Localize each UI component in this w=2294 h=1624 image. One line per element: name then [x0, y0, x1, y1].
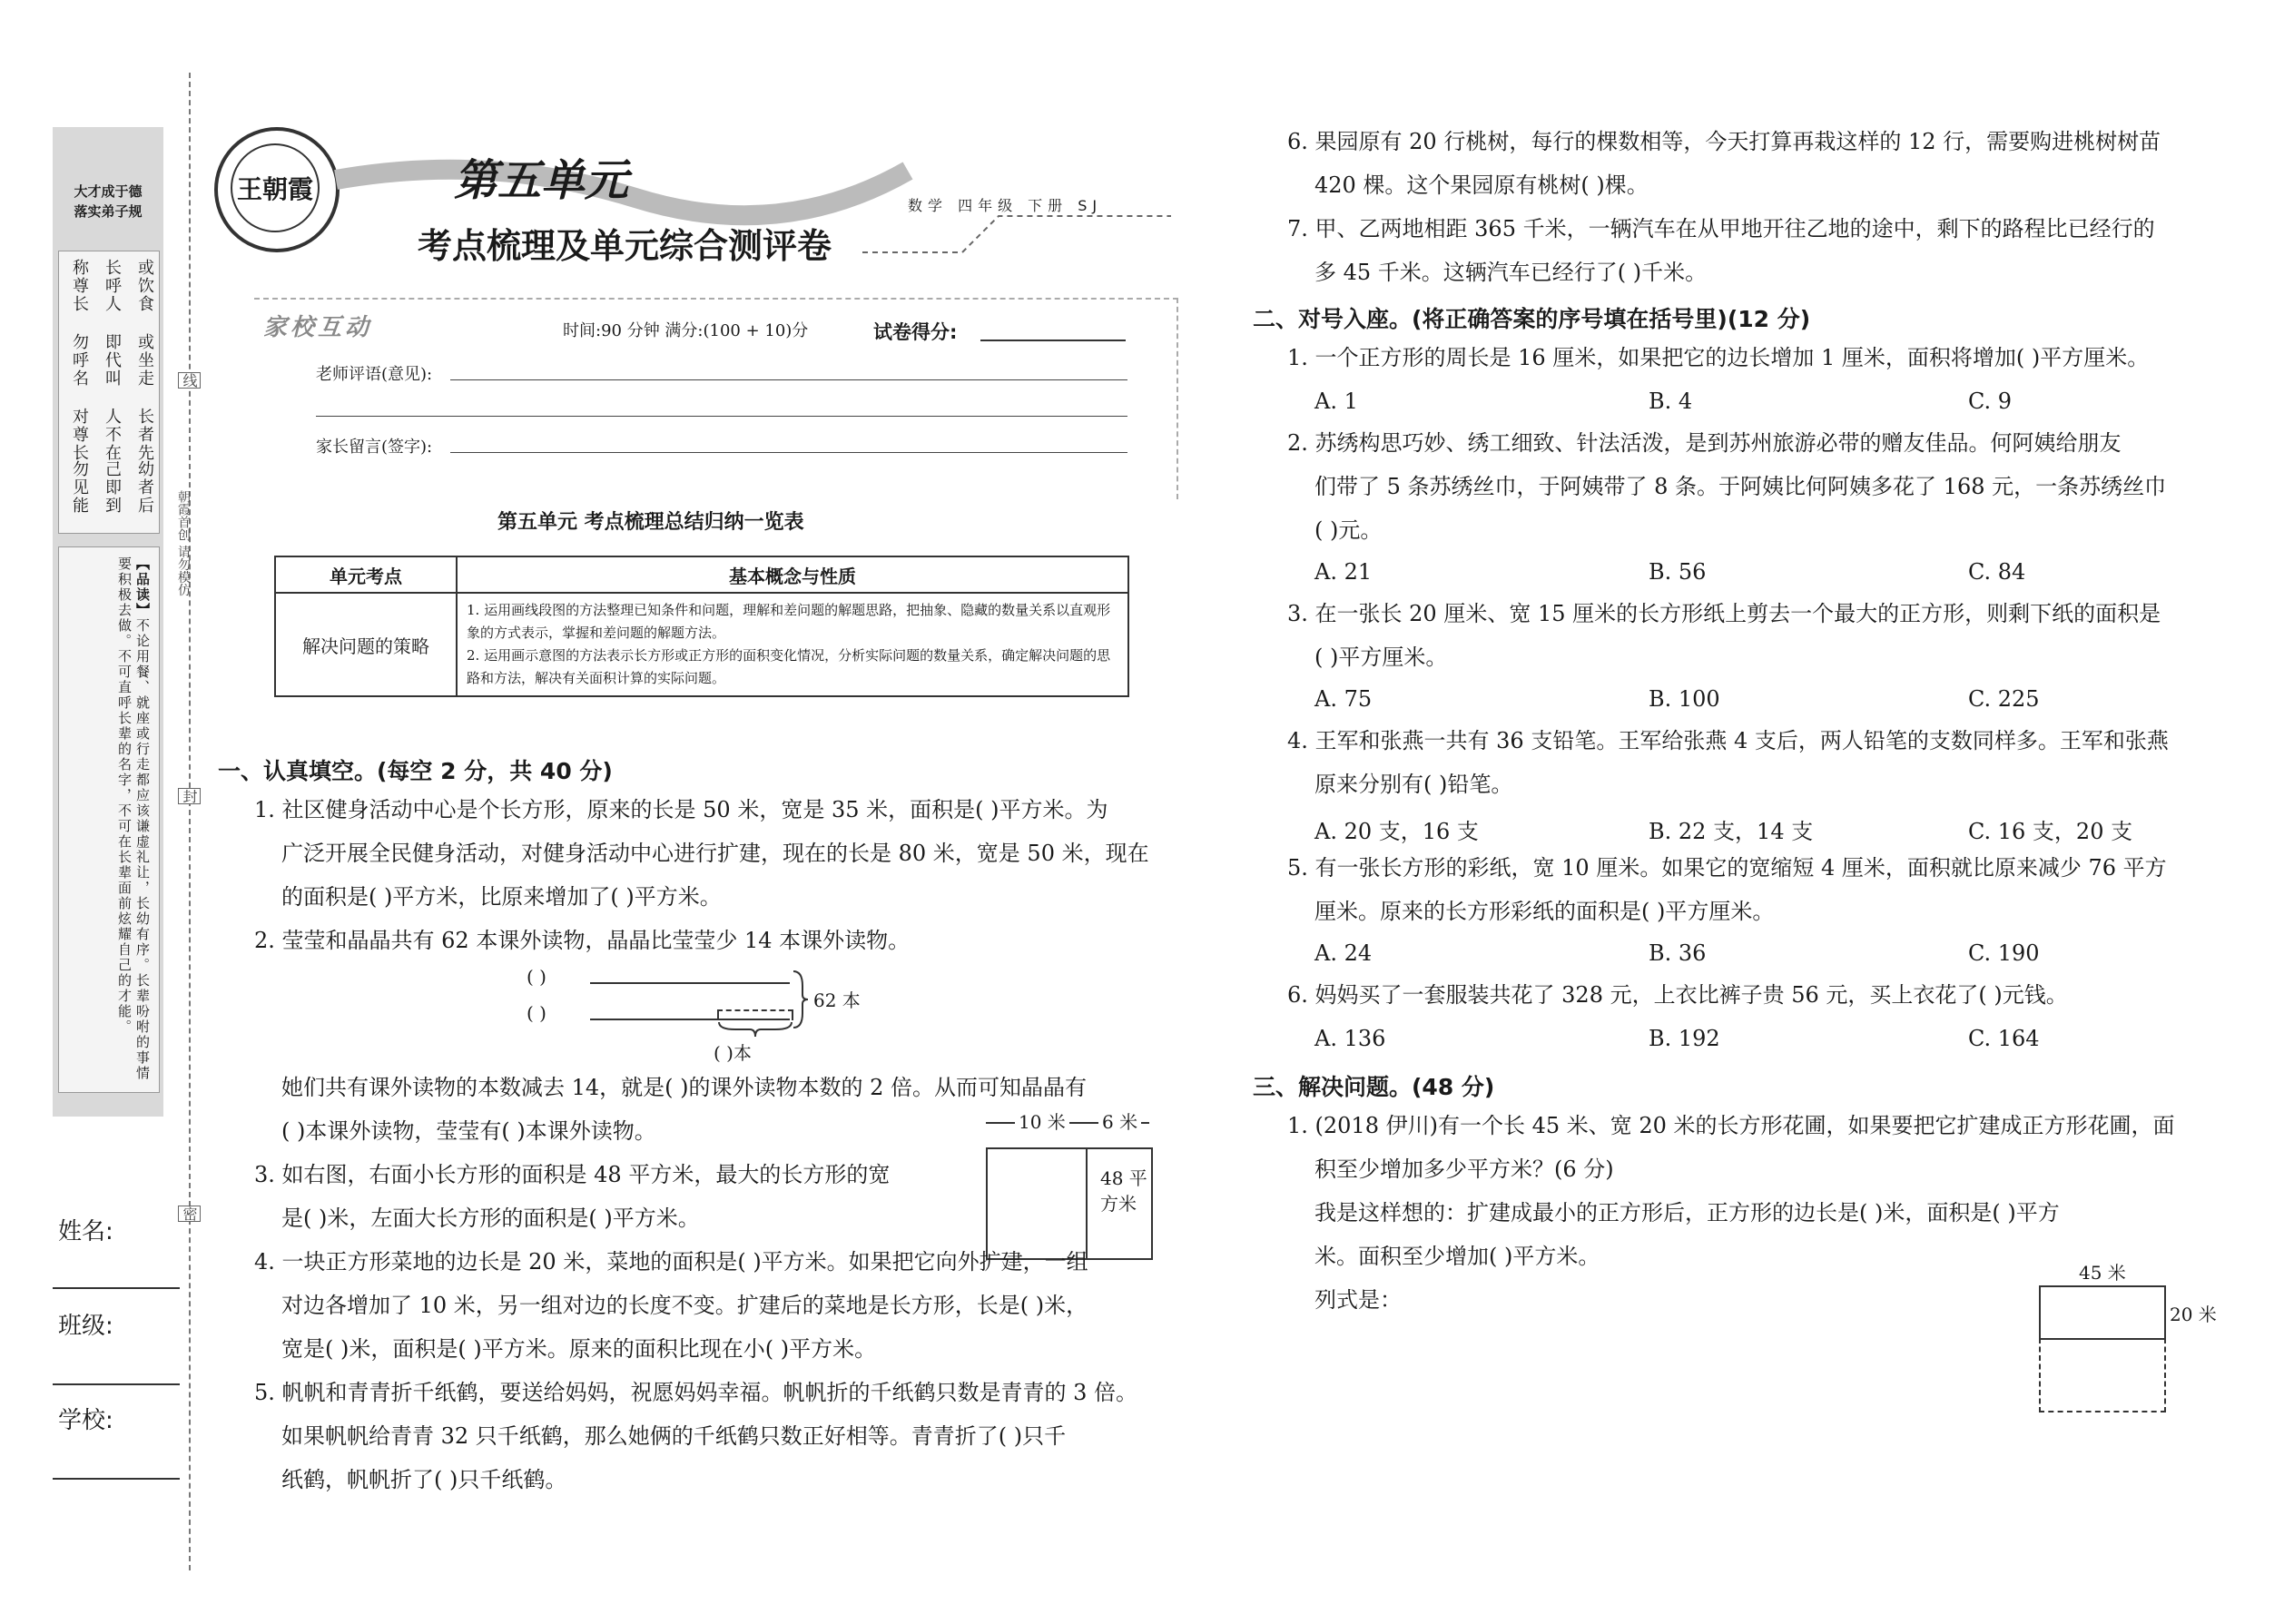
option-a[interactable]: A. 20 支，16 支 — [1314, 819, 1479, 844]
s2-q5: 5. 有一张长方形的彩纸，宽 10 厘米。如果它的宽缩短 4 厘米，面积就比原来减少 76 平方 — [1287, 855, 2167, 881]
score-label: 试卷得分: — [873, 321, 958, 343]
teacher-comment-line-2[interactable] — [316, 416, 1127, 417]
summary-table — [274, 556, 1129, 697]
fold-mark-secret: 密 — [178, 1206, 201, 1222]
school-label: 学校: — [58, 1407, 113, 1434]
summary-header-row — [275, 556, 1128, 593]
motto-col: 或饮食 — [135, 259, 154, 313]
motto-col: 勿见能 — [70, 460, 89, 515]
option-c[interactable]: C. 225 — [1968, 686, 2040, 712]
motto-col: 人不在 — [103, 408, 122, 462]
paper-title: 考点梳理及单元综合测评卷 — [418, 225, 832, 266]
motto-line-1: 大才成于德 — [74, 183, 143, 200]
s1-line: 1. 社区健身活动中心是个长方形，原来的长是 50 米，宽是 35 米，面积是( )平方米。为 — [254, 797, 1108, 822]
teacher-comment-line[interactable] — [450, 379, 1127, 380]
diagram-diff-label: ( )本 — [714, 1042, 752, 1064]
unit-title: 第五单元 — [454, 155, 629, 206]
fold-mark-line: 线 — [178, 372, 201, 389]
s1-line: 广泛开展全民健身活动，对健身活动中心进行扩建，现在的长是 80 米，宽是 50 米，现在 — [281, 841, 1149, 866]
option-c[interactable]: C. 9 — [1968, 389, 2013, 414]
section-3-title: 三、解决问题。(48 分) — [1253, 1074, 1495, 1100]
s1-line: 对边各增加了 10 米，另一组对边的长度不变。扩建后的菜地是长方形，长是( )米， — [281, 1293, 1088, 1318]
option-a[interactable]: A. 136 — [1314, 1026, 1386, 1051]
diagram-total-brace — [792, 969, 810, 1029]
s3-line: 1. (2018 伊川)有一个长 45 米、宽 20 米的长方形花圃，如果要把它扩建成正方形花圃，面 — [1287, 1113, 2175, 1138]
option-b[interactable]: B. 100 — [1649, 686, 1720, 712]
diagram-diff-brace — [717, 1020, 793, 1040]
s3-formula-label: 列式是： — [1314, 1287, 1402, 1313]
motto-line-2: 落实弟子规 — [74, 203, 143, 220]
s2-q2: 们带了 5 条苏绣丝巾，于阿姨带了 8 条。于阿姨比何阿姨多花了 168 元，一条苏绣丝巾 — [1314, 474, 2167, 499]
motto-top — [58, 182, 158, 221]
s1-line: 多 45 千米。这辆汽车已经行了( )千米。 — [1314, 260, 1708, 285]
school-field[interactable] — [53, 1478, 180, 1480]
summary-points — [457, 593, 1128, 696]
diagram-diff-segment — [717, 1009, 793, 1020]
option-a[interactable]: A. 21 — [1314, 559, 1373, 585]
s1-line: 的面积是( )平方米，比原来增加了( )平方米。 — [281, 884, 722, 910]
s2-q6: 6. 妈妈买了一套服装共花了 328 元，上衣比裤子贵 56 元，买上衣花了( )元钱。 — [1287, 982, 2068, 1008]
garden-rectangle — [2039, 1285, 2166, 1340]
fold-note: 朝霞首创 请勿模仿 — [176, 490, 191, 596]
rect-diagram-left-width: 10 米 — [1015, 1107, 1069, 1134]
section-1-title: 一、认真填空。(每空 2 分，共 40 分) — [218, 758, 613, 784]
pindu-box — [58, 546, 160, 1093]
s1-line: 如果帆帆给青青 32 只千纸鹤，那么她俩的千纸鹤只数正好相等。青青折了( )只千 — [281, 1423, 1067, 1449]
s1-line: 4. 一块正方形菜地的边长是 20 米，菜地的面积是( )平方米。如果把它向外扩建，一组 — [254, 1249, 1088, 1275]
class-label: 班级: — [58, 1313, 113, 1340]
teacher-comment-label: 老师评语(意见): — [316, 365, 433, 384]
rect-diagram-right-width: 6 米 — [1098, 1107, 1141, 1134]
s1-line: 3. 如右图，右面小长方形的面积是 48 平方米，最大的长方形的宽 — [254, 1162, 891, 1187]
s2-q2: ( )元。 — [1314, 517, 1383, 543]
summary-title: 第五单元 考点梳理总结归纳一览表 — [497, 511, 804, 534]
diagram-segment-jingjing — [590, 982, 790, 984]
option-c[interactable]: C. 190 — [1968, 940, 2040, 966]
rect-diagram-area-2: 方米 — [1100, 1193, 1137, 1215]
motto-col: 勿呼名 — [70, 333, 89, 388]
motto-col: 幼者后 — [135, 460, 154, 515]
publisher-logo — [214, 127, 340, 252]
fold-mark-seal: 封 — [178, 788, 201, 804]
option-a[interactable]: A. 75 — [1314, 686, 1373, 712]
s1-line: 5. 帆帆和青青折千纸鹤，要送给妈妈，祝愿妈妈幸福。帆帆折的千纸鹤只数是青青的 3 倍。 — [254, 1380, 1138, 1405]
motto-col: 对尊长 — [70, 408, 89, 462]
summary-topic: 解决问题的策略 — [275, 593, 457, 696]
s1-line: 420 棵。这个果园原有桃树( )棵。 — [1314, 172, 1649, 198]
motto-box — [58, 251, 160, 534]
s3-line: 积至少增加多少平方米？(6 分) — [1314, 1156, 1614, 1182]
parent-comment-label: 家长留言(签字): — [316, 438, 433, 457]
motto-col: 或坐走 — [135, 333, 154, 388]
option-c[interactable]: C. 164 — [1968, 1026, 2040, 1051]
option-b[interactable]: B. 22 支，14 支 — [1649, 819, 1814, 844]
s2-q4: 原来分别有( )铅笔。 — [1314, 772, 1513, 797]
s3-line: 我是这样想的：扩建成最小的正方形后，正方形的边长是( )米，面积是( )平方 — [1314, 1200, 2060, 1225]
s3-line: 米。面积至少增加( )平方米。 — [1314, 1244, 1600, 1269]
name-label: 姓名: — [58, 1218, 113, 1245]
class-field[interactable] — [53, 1383, 180, 1385]
pindu-label: 【品读】 — [134, 556, 151, 618]
diagram-paren-jingjing: ( ) — [527, 966, 546, 988]
fold-line — [189, 73, 191, 1570]
s1-line: 是( )米，左面大长方形的面积是( )平方米。 — [281, 1206, 700, 1231]
score-field[interactable] — [980, 340, 1126, 341]
option-c[interactable]: C. 84 — [1968, 559, 2026, 585]
s1-line: 纸鹤，帆帆折了( )只千纸鹤。 — [281, 1467, 567, 1492]
garden-height-label: 20 米 — [2170, 1304, 2217, 1325]
s1-line: 宽是( )米，面积是( )平方米。原来的面积比现在小( )平方米。 — [281, 1336, 877, 1362]
motto-col: 即代叫 — [103, 333, 122, 388]
parent-comment-line[interactable] — [450, 452, 1127, 453]
s1-line: 她们共有课外读物的本数减去 14，就是( )的课外读物本数的 2 倍。从而可知晶晶有 — [281, 1075, 1088, 1100]
option-b[interactable]: B. 192 — [1649, 1026, 1720, 1051]
option-a[interactable]: A. 1 — [1314, 389, 1358, 414]
option-b[interactable]: B. 56 — [1649, 559, 1707, 585]
summary-row — [275, 593, 1128, 696]
s2-q2: 2. 苏绣构思巧妙、绣工细致、针法活泼，是到苏州旅游必带的赠友佳品。何阿姨给朋友 — [1287, 430, 2122, 456]
rect-diagram-area-1: 48 平 — [1100, 1167, 1147, 1189]
s2-q4: 4. 王军和张燕一共有 36 支铅笔。王军给张燕 4 支后，两人铅笔的支数同样多。王军和张燕 — [1287, 728, 2169, 753]
logo-text: 王朝霞 — [231, 143, 320, 232]
diagram-paren-yingying: ( ) — [527, 1002, 546, 1024]
home-school-badge: 家校互动 — [263, 314, 373, 341]
option-b[interactable]: B. 36 — [1649, 940, 1707, 966]
s2-q5: 厘米。原来的长方形彩纸的面积是( )平方厘米。 — [1314, 899, 1775, 924]
diagram-total-label: 62 本 — [813, 989, 861, 1011]
garden-extension — [2039, 1338, 2166, 1412]
pindu-text: 不论用餐、就座或行走都应该谦虚礼让，长幼有序。长辈吩咐的事情要积极去做。不可直呼长辈的名字，不可在长辈面前炫耀自己的才能。 — [116, 556, 151, 1081]
name-field[interactable] — [53, 1287, 180, 1289]
grade-meta: 数学 四年级 下册 SJ — [908, 197, 1103, 214]
option-a[interactable]: A. 24 — [1314, 940, 1373, 966]
s2-q3: 3. 在一张长 20 厘米、宽 15 厘米的长方形纸上剪去一个最大的正方形，则剩下纸的面积是 — [1287, 601, 2161, 626]
time-and-score-info: 时间:90 分钟 满分:(100 + 10)分 — [563, 321, 809, 340]
pindu-content — [115, 556, 152, 1083]
garden-width-label: 45 米 — [2079, 1262, 2126, 1284]
summary-point-2: 2. 运用画示意图的方法表示长方形或正方形的面积变化情况，分析实际问题的数量关系，确定解决问题的思路和方法，解决有关面积计算的实际问题。 — [467, 647, 1111, 686]
s1-line: 7. 甲、乙两地相距 365 千米，一辆汽车在从甲地开往乙地的途中，剩下的路程比已经行的 — [1287, 216, 2155, 241]
s2-q3: ( )平方厘米。 — [1314, 645, 1448, 670]
summary-header-concepts: 基本概念与性质 — [457, 556, 1128, 593]
motto-col: 长呼人 — [103, 259, 122, 313]
summary-point-1: 1. 运用画线段图的方法整理已知条件和问题，理解和差问题的解题思路，把抽象、隐藏的数量关系以直观形象的方式表示，掌握和差问题的解题方法。 — [467, 602, 1111, 641]
motto-col: 长者先 — [135, 408, 154, 462]
s1-line: 2. 莹莹和晶晶共有 62 本课外读物，晶晶比莹莹少 14 本课外读物。 — [254, 928, 911, 953]
option-b[interactable]: B. 4 — [1649, 389, 1693, 414]
motto-col: 己即到 — [103, 460, 122, 515]
s2-q1: 1. 一个正方形的周长是 16 厘米，如果把它的边长增加 1 厘米，面积将增加( )平方厘米。 — [1287, 345, 2150, 370]
option-c[interactable]: C. 16 支，20 支 — [1968, 819, 2133, 844]
s1-line: 6. 果园原有 20 行桃树，每行的棵数相等，今天打算再栽这样的 12 行，需要购进桃树树苗 — [1287, 129, 2161, 154]
section-2-title: 二、对号入座。(将正确答案的序号填在括号里)(12 分) — [1253, 306, 1811, 332]
s1-line: ( )本课外读物，莹莹有( )本课外读物。 — [281, 1118, 656, 1144]
summary-header-topic: 单元考点 — [275, 556, 457, 593]
motto-col: 称尊长 — [70, 259, 89, 313]
